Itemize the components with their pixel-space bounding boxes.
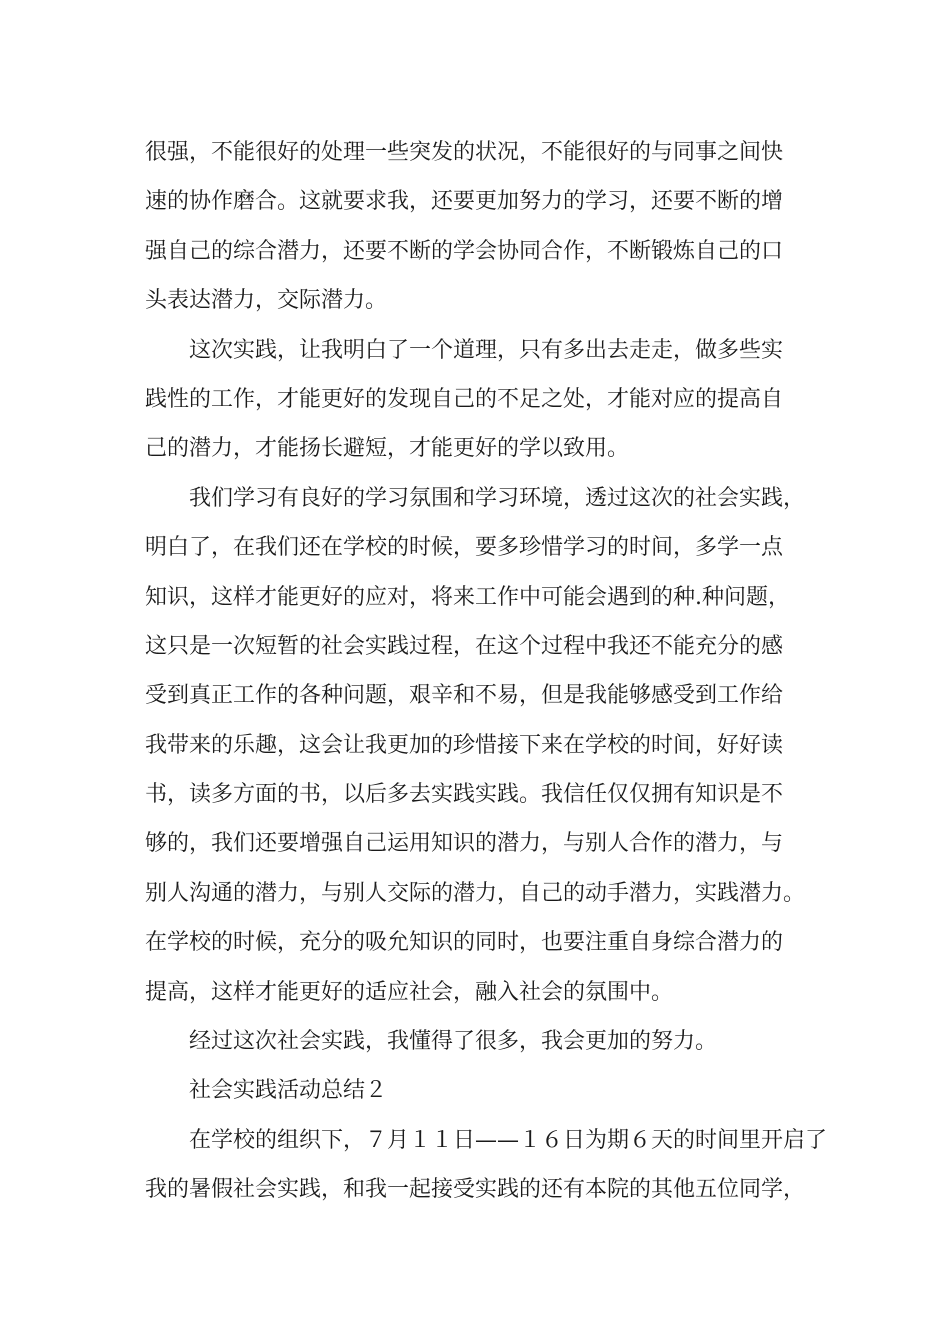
text-line: 别人沟通的潜力，与别人交际的潜力，自己的动手潜力，实践潜力。 [145, 880, 806, 906]
heading-text: 社会实践活动总结２ [189, 1078, 388, 1104]
text-line: 明白了，在我们还在学校的时候，要多珍惜学习的时间，多学一点 [145, 535, 784, 561]
paragraph [145, 1017, 825, 1066]
text-line: 践性的工作，才能更好的发现自己的不足之处，才能对应的提高自 [145, 386, 784, 412]
text-line: 头表达潜力，交际潜力。 [145, 288, 388, 314]
text-line: 在学校的时候，充分的吸允知识的同时，也要注重自身综合潜力的 [145, 930, 784, 956]
text-line: 书，读多方面的书，以后多去实践实践。我信任仅仅拥有知识是不 [145, 782, 784, 808]
text-line: 速的协作磨合。这就要求我，还要更加努力的学习，还要不断的增 [145, 189, 784, 215]
text-line: 我们学习有良好的学习氛围和学习环境，透过这次的社会实践， [189, 485, 806, 511]
section-heading [145, 1066, 825, 1115]
text-line: 在学校的组织下，７月１１日——１６日为期６天的时间里开启了 [189, 1127, 828, 1153]
text-line: 受到真正工作的各种问题，艰辛和不易，但是我能够感受到工作给 [145, 683, 784, 709]
document-body [145, 128, 828, 1215]
paragraph [145, 1116, 828, 1215]
paragraph [145, 474, 825, 1017]
text-line: 够的，我们还要增强自己运用知识的潜力，与别人合作的潜力，与 [145, 831, 784, 857]
paragraph [145, 128, 825, 326]
text-line: 知识，这样才能更好的应对，将来工作中可能会遇到的种.种问题， [145, 584, 790, 610]
text-line: 我带来的乐趣，这会让我更加的珍惜接下来在学校的时间，好好读 [145, 732, 784, 758]
text-line: 这次实践，让我明白了一个道理，只有多出去走走，做多些实 [189, 337, 784, 363]
text-line: 这只是一次短暂的社会实践过程，在这个过程中我还不能充分的感 [145, 633, 784, 659]
text-line: 我的暑假社会实践，和我一起接受实践的还有本院的其他五位同学， [145, 1177, 806, 1203]
text-line: 经过这次社会实践，我懂得了很多，我会更加的努力。 [189, 1029, 718, 1055]
text-line: 己的潜力，才能扬长避短，才能更好的学以致用。 [145, 436, 630, 462]
paragraph [145, 326, 825, 474]
text-line: 强自己的综合潜力，还要不断的学会协同合作，不断锻炼自己的口 [145, 238, 784, 264]
text-line: 提高，这样才能更好的适应社会，融入社会的氛围中。 [145, 979, 674, 1005]
text-line: 很强，不能很好的处理一些突发的状况，不能很好的与同事之间快 [145, 140, 784, 165]
